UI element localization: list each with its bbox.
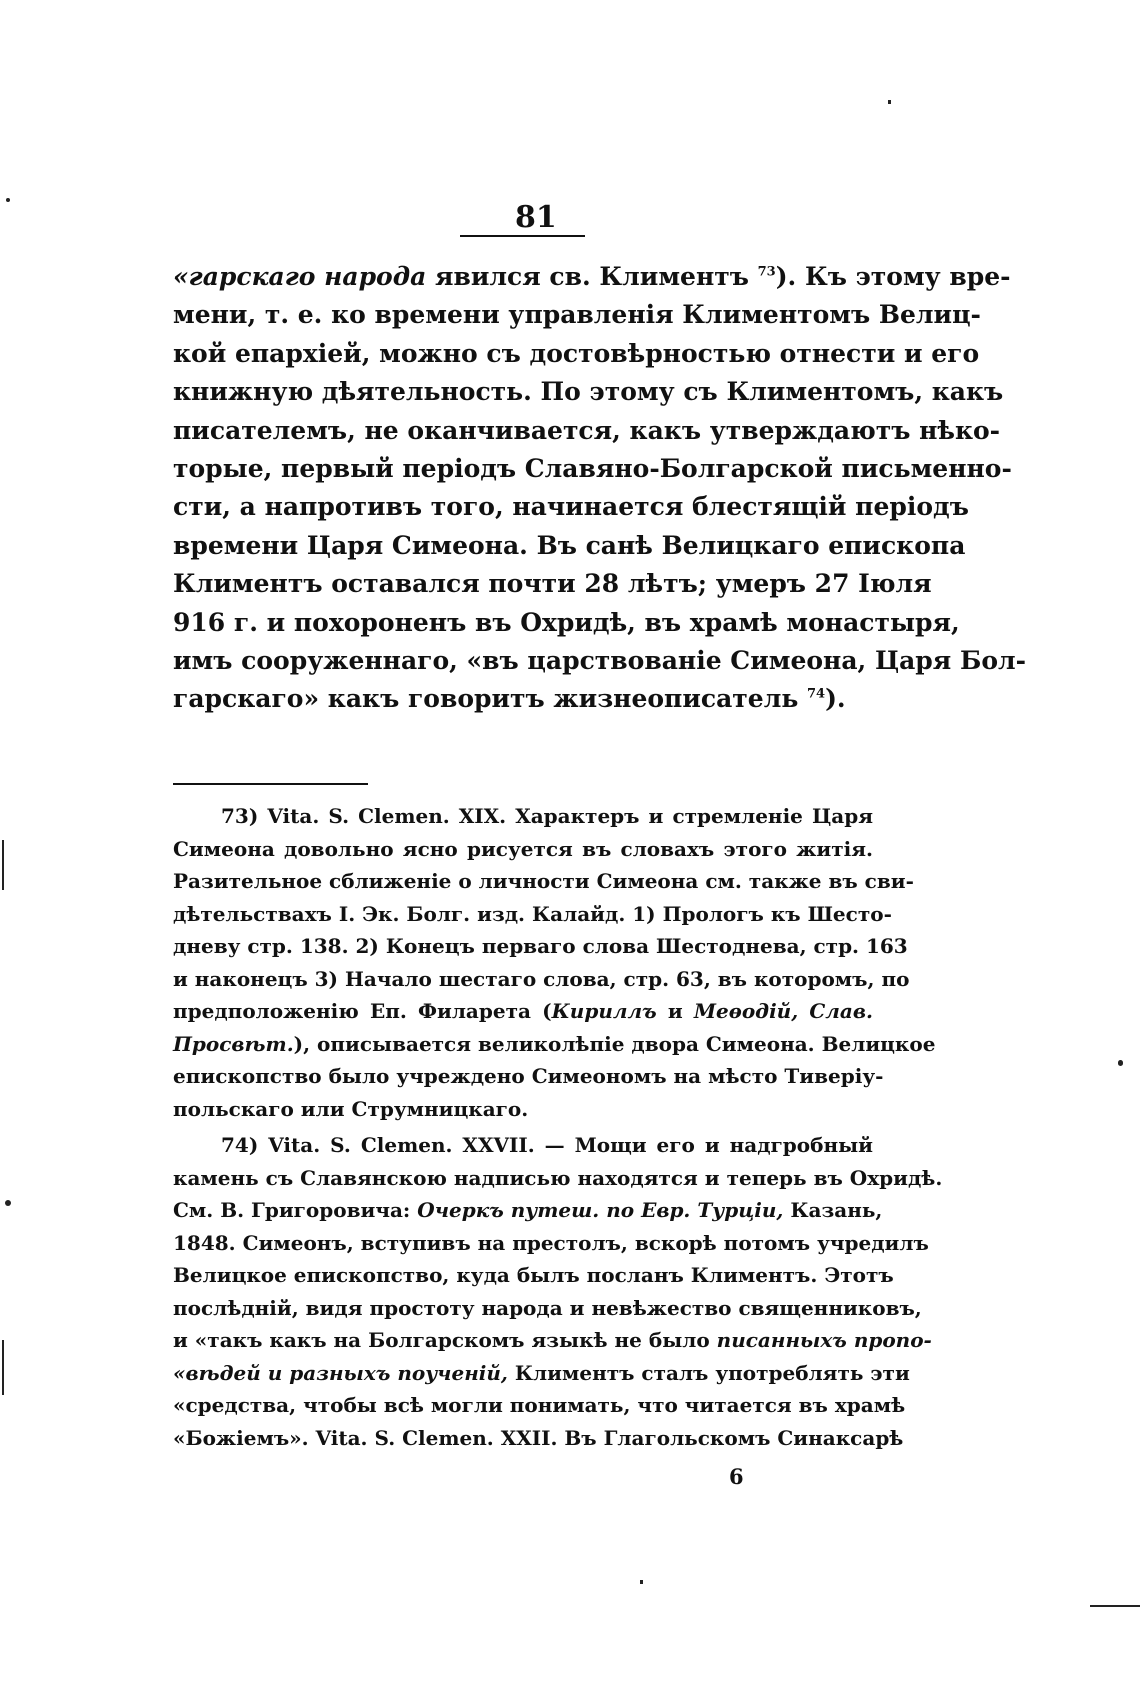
footnote-73-line: Симеона довольно ясно рисуется въ словахъ этого житія. [173, 836, 873, 861]
main-text [173, 258, 1026, 719]
main-line: Климентъ оставался почти 28 лѣтъ; умеръ 27 Іюля [173, 569, 932, 599]
footnote-73-line: дѣтельствахъ І. Эк. Болг. изд. Калайд. 1) Прологъ къ Шесто- [173, 901, 892, 926]
footnote-73-line: дневу стр. 138. 2) Конецъ перваго слова Шестоднева, стр. 163 [173, 934, 908, 958]
footnote-74-line: 1848. Симеонъ, вступивъ на престолъ, вскорѣ потомъ учредилъ [173, 1230, 929, 1255]
main-line: книжную дѣятельность. По этому съ Климентомъ, какъ [173, 377, 1004, 407]
footnote-74-line-8-text: Климентъ сталъ употреблять эти [507, 1360, 910, 1385]
footnote-74-line: Велицкое епископство, куда былъ посланъ Климентъ. Этотъ [173, 1263, 894, 1287]
footnote-74-line: «средства, чтобы всѣ могли понимать, что читается въ храмѣ [173, 1393, 906, 1417]
footnote-74-line [173, 1194, 883, 1227]
footnote-74-line-7-italic: писанныхъ пропо- [716, 1328, 932, 1352]
signature-mark: 6 [729, 1464, 744, 1489]
footnote-74-line: 74) Vita. S. Clemen. XXVII. — Мощи его и надгробный [221, 1133, 873, 1157]
main-line: сти, а напротивъ того, начинается блестящій періодъ [173, 492, 969, 522]
footnote-74-line: послѣдній, видя простоту народа и невѣжество священниковъ, [173, 1295, 922, 1320]
footnote-73-line-7-italic: Кириллъ [551, 999, 657, 1023]
footnote-73-line: польскаго или Струмницкаго. [173, 1096, 529, 1121]
main-line-1-end: ). Къ этому вре- [775, 262, 1011, 291]
scan-speck [2, 1340, 4, 1395]
footnote-74-line: камень съ Славянскою надписью находятся и теперь въ Охридѣ. [173, 1165, 943, 1190]
page-number: 81 [515, 200, 557, 235]
main-line: мени, т. е. ко времени управленія Климентомъ Велиц- [173, 300, 981, 330]
footnote-73-line: 73) Vita. S. Clemen. XIX. Характеръ и стремленіе Царя [221, 804, 873, 828]
footnote-73-line: епископство было учреждено Симеономъ на мѣсто Тиверіу- [173, 1064, 884, 1088]
footnote-74-line [173, 1324, 932, 1357]
main-line-1-italic: «гарскаго народа [173, 262, 427, 291]
footnote-73-line-7-text: предположенію Еп. Филарета ( [173, 999, 552, 1023]
footnote-74-line-3-end: Казань, [783, 1198, 883, 1222]
main-line-1 [173, 258, 1011, 296]
footnotes [173, 800, 943, 1454]
footnote-73-line [173, 995, 873, 1028]
footnote-74-line-7-text: и «такъ какъ на Болгарскомъ языкѣ не было [173, 1328, 717, 1352]
footnote-ref-74: 74 [807, 687, 826, 703]
main-line: кой епархіей, можно съ достовѣрностью отнести и его [173, 338, 980, 368]
footnote-73-line-7-italic-2: Меѳодій, Слав. [693, 999, 873, 1023]
footnote-74-line-8-italic: «вѣдей и разныхъ поученій, [173, 1360, 508, 1385]
scan-speck [640, 1580, 643, 1584]
main-line: торые, первый періодъ Славяно-Болгарской письменно- [173, 454, 1012, 484]
scan-speck [888, 100, 891, 104]
footnote-ref-73: 73 [757, 264, 776, 280]
footnote-74-line [173, 1357, 910, 1390]
footnote-73-line-8-text: ), описывается великолѣпіе двора Симеона. Велицкое [293, 1031, 936, 1056]
scan-speck [1090, 1605, 1140, 1607]
header-rule [460, 235, 585, 237]
footnote-73-line [173, 1028, 936, 1061]
footnote-74-line-3-italic: Очеркъ путеш. по Евр. Турціи, [417, 1198, 784, 1222]
scan-speck [2, 840, 4, 890]
main-line: 916 г. и похороненъ въ Охридѣ, въ храмѣ монастыря, [173, 607, 960, 637]
main-line-last-end: ). [825, 684, 846, 714]
main-line: имъ сооруженнаго, «въ царствованіе Симеона, Царя Бол- [173, 646, 1026, 676]
footnote-73-line: и наконецъ 3) Начало шестаго слова, стр. 63, въ которомъ, по [173, 966, 910, 991]
main-line-last-text: гарскаго» какъ говоритъ жизнеописатель [173, 684, 807, 714]
main-line-1-text: явился св. Климентъ [426, 262, 758, 291]
footnote-74-line: «Божіемъ». Vita. S. Clemen. XXII. Въ Глагольскомъ Синаксарѣ [173, 1425, 904, 1450]
footnote-74-line-3-text: См. В. Григоровича: [173, 1198, 418, 1222]
footnote-rule [173, 783, 368, 785]
footnote-73-line: Разительное сближеніе о личности Симеона см. также въ сви- [173, 869, 914, 893]
main-line: времени Царя Симеона. Въ санѣ Велицкаго епископа [173, 530, 966, 560]
footnote-73-line-7-and: и [656, 999, 694, 1023]
scan-speck [1118, 1060, 1123, 1066]
scan-speck [6, 198, 10, 202]
scan-speck [5, 1200, 11, 1206]
main-line: писателемъ, не оканчивается, какъ утверждаютъ нѣко- [173, 415, 1001, 445]
main-line-last [173, 680, 873, 718]
footnote-73-line-8-italic: Просвѣт. [173, 1031, 294, 1056]
